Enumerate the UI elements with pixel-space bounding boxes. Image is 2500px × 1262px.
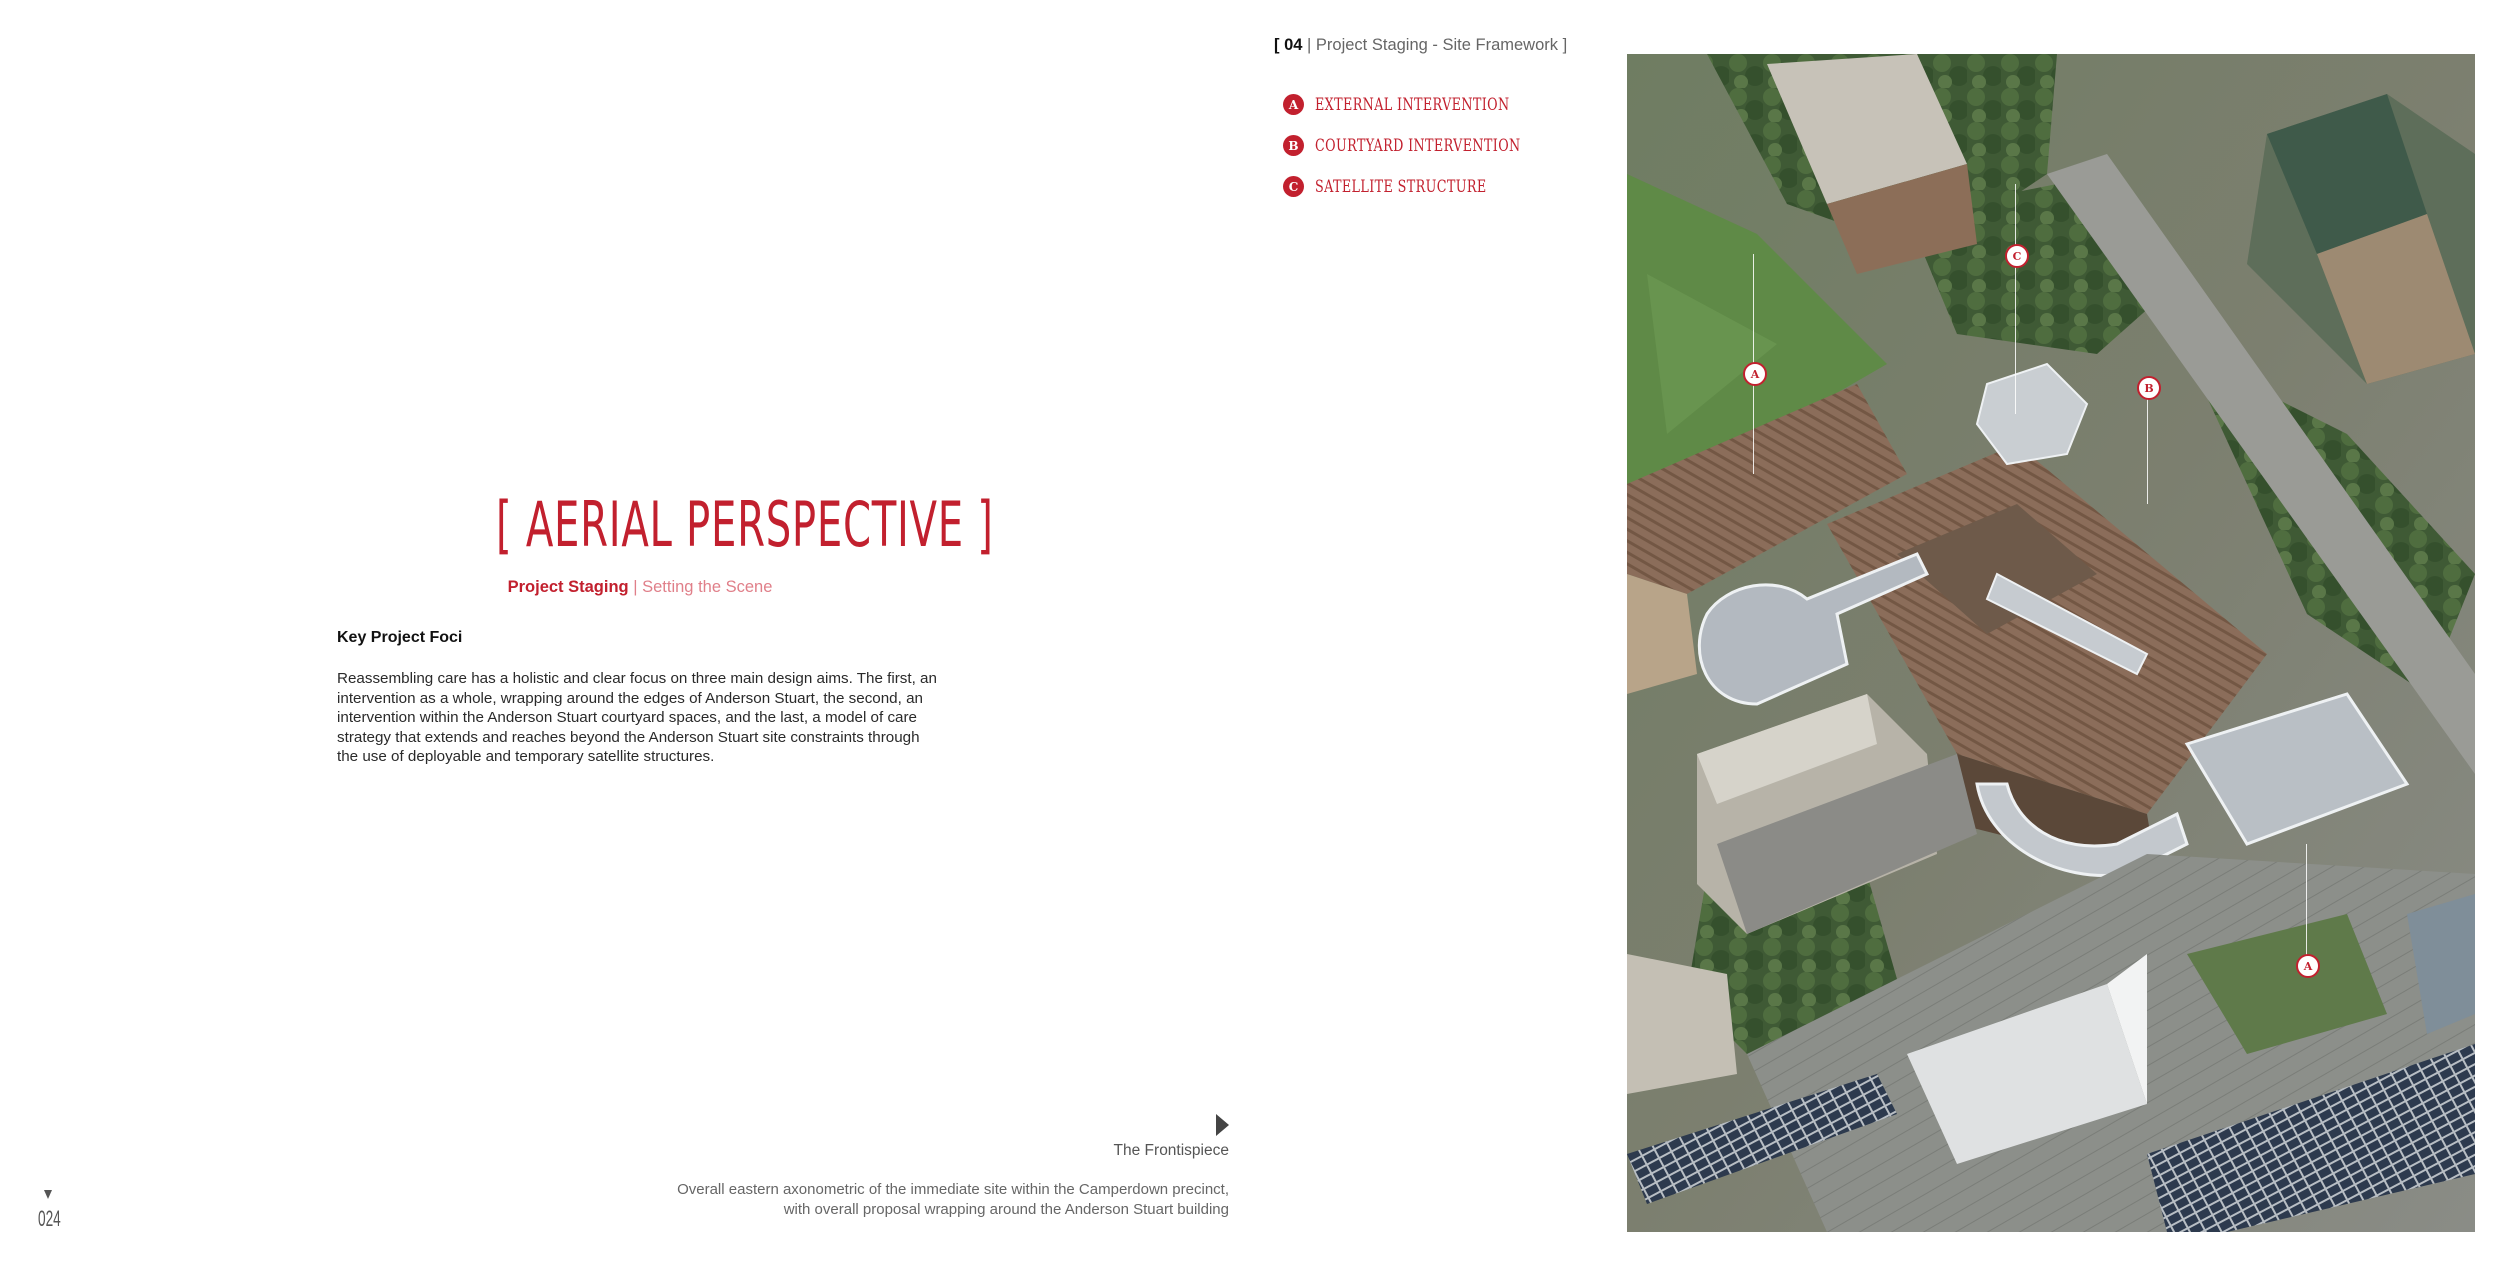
body-paragraph: Reassembling care has a holistic and clear focus on three main design aims. The first, an intervention as a whole, wrapping around the edges of Anderson Stuart, the second, an intervention within the Anderson Stuart courtyard spaces, and the last, a model of care strategy that extends and reaches beyond the Anderson Stuart site constraints through the use of deployable and temporary satellite structures. xyxy=(337,670,937,765)
subtitle-separator: | xyxy=(628,578,643,596)
legend-item-courtyard xyxy=(1283,125,1589,166)
aerial-illustration xyxy=(1627,54,2475,1232)
site-marker-a: A xyxy=(2296,954,2320,978)
play-icon xyxy=(1216,1114,1229,1136)
subtitle-light: Setting the Scene xyxy=(642,578,773,596)
marker-leader-line xyxy=(2147,384,2148,504)
legend-marker-c: C xyxy=(1283,176,1304,197)
site-marker-b: B xyxy=(2137,376,2161,400)
section-header xyxy=(1274,36,1567,55)
page-marker-icon xyxy=(44,1190,52,1199)
subtitle-strong: Project Staging xyxy=(507,578,629,596)
section-open: [ xyxy=(1274,36,1285,54)
site-marker-c: C xyxy=(2005,244,2029,268)
legend-item-satellite xyxy=(1283,166,1589,207)
page-subtitle xyxy=(440,578,840,597)
legend-label: COURTYARD INTERVENTION xyxy=(1315,135,1521,156)
legend-item-external xyxy=(1283,84,1589,125)
section-heading: Key Project Foci xyxy=(337,629,463,646)
legend-marker-b: B xyxy=(1283,135,1304,156)
caption-body: Overall eastern axonometric of the immediate site within the Camperdown precinct, with overall proposal wrapping around the Anderson Stuart building xyxy=(677,1181,1229,1218)
section-title: | Project Staging - Site Framework ] xyxy=(1307,36,1568,54)
legend-label: SATELLITE STRUCTURE xyxy=(1315,176,1487,197)
legend-label: EXTERNAL INTERVENTION xyxy=(1315,94,1510,115)
page-title: [ AERIAL PERSPECTIVE ] xyxy=(496,488,994,561)
caption-title: The Frontispiece xyxy=(1113,1142,1229,1159)
section-number: 04 xyxy=(1284,36,1303,54)
site-marker-a: A xyxy=(1743,362,1767,386)
page-number: 024 xyxy=(38,1206,61,1231)
legend xyxy=(1283,84,1589,207)
legend-marker-a: A xyxy=(1283,94,1304,115)
aerial-photo xyxy=(1627,54,2475,1232)
marker-leader-line xyxy=(2015,184,2016,414)
